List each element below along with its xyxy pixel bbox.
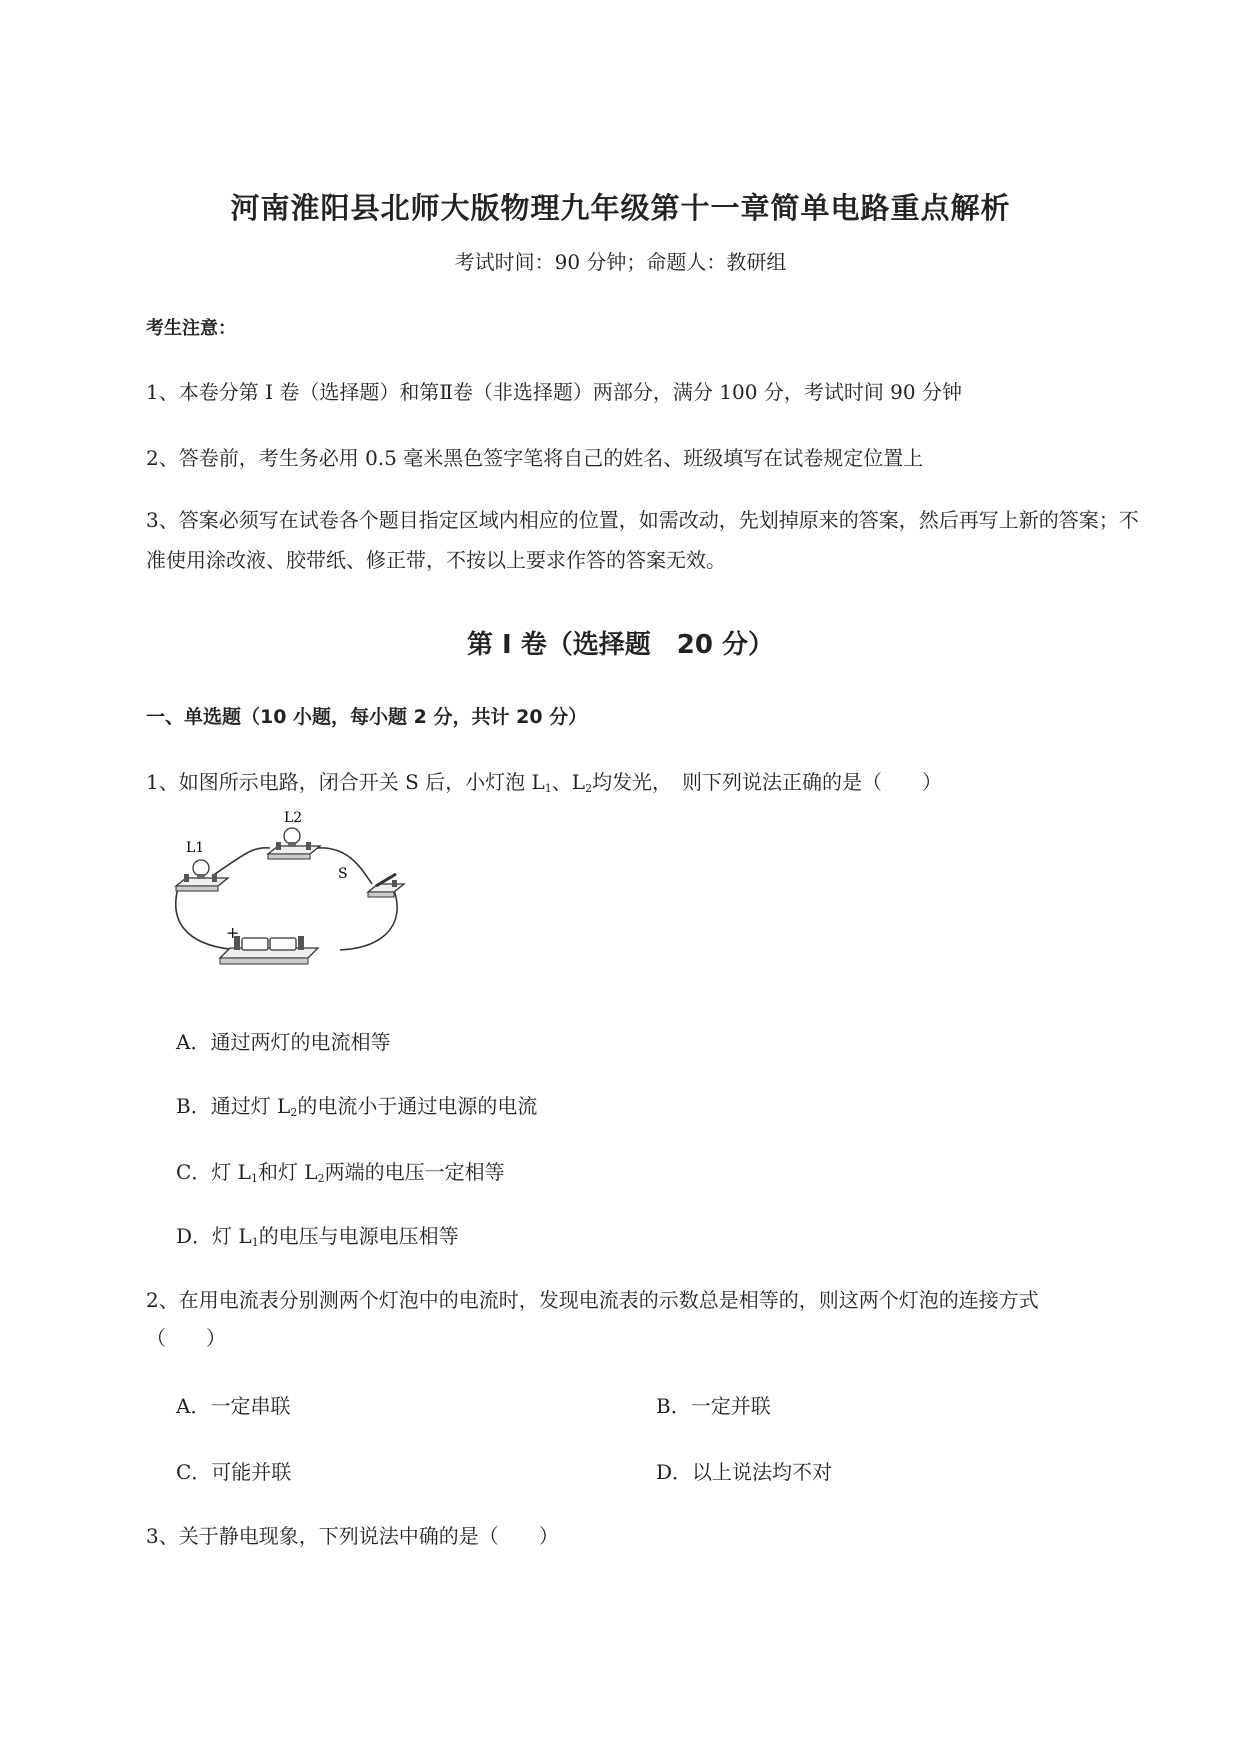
question-2-bracket: （ ）	[146, 1326, 226, 1350]
question-3: 3、关于静电现象，下列说法中确的是（ ）	[146, 1524, 559, 1548]
q2-option-a: A．一定串联	[176, 1394, 291, 1418]
q1-option-d: D．灯 $L_1$的电压与电源电压相等	[176, 1224, 459, 1249]
notice-item-1: 1、本卷分第 I 卷（选择题）和第Ⅱ卷（非选择题）两部分，满分 100 分，考试时间 90 分钟	[146, 380, 962, 404]
q1-option-c: C．灯 $L_1$和灯 $L_2$两端的电压一定相等	[176, 1160, 505, 1185]
circuit-diagram	[172, 810, 408, 974]
label-s: S	[338, 866, 348, 882]
lamp-l2-icon	[268, 828, 320, 859]
page-title: 河南淮阳县北师大版物理九年级第十一章简单电路重点解析	[230, 191, 1011, 225]
label-plus: +	[226, 923, 240, 942]
q1-option-b: B．通过灯 $L_2$的电流小于通过电源的电流	[176, 1094, 538, 1119]
part-heading: 一、单选题（10 小题，每小题 2 分，共计 20 分）	[146, 706, 588, 728]
notice-item-2: 2、答卷前，考生务必用 0.5 毫米黑色签字笔将自己的姓名、班级填写在试卷规定位置上	[146, 446, 924, 470]
q2-option-b: B．一定并联	[656, 1394, 771, 1418]
question-2: 2、在用电流表分别测两个灯泡中的电流时，发现电流表的示数总是相等的，则这两个灯泡的连接方式	[146, 1288, 1039, 1312]
switch-s-icon	[368, 874, 404, 897]
section-title: 第 I 卷（选择题 20 分）	[466, 630, 774, 660]
notice-item-3: 3、答案必须写在试卷各个题目指定区域内相应的位置，如需改动，先划掉原来的答案，然后再写上新的答案；不准使用涂改液、胶带纸、修正带，不按以上要求作答的答案无效。	[146, 508, 1139, 572]
q1-option-a: A．通过两灯的电流相等	[176, 1030, 391, 1054]
exam-info: 考试时间：90 分钟；命题人：教研组	[454, 250, 787, 274]
q2-option-c: C．可能并联	[176, 1460, 292, 1484]
q2-option-d: D．以上说法均不对	[656, 1460, 833, 1484]
question-1: 1、如图所示电路，闭合开关 S 后，小灯泡 $L_1$、$L_2$均发光， 则下列说法正确的是（ ）	[146, 770, 943, 795]
label-l2: L2	[284, 810, 303, 826]
label-l1: L1	[186, 840, 205, 856]
notice-heading: 考生注意：	[146, 318, 236, 339]
lamp-l1-icon	[176, 860, 228, 891]
